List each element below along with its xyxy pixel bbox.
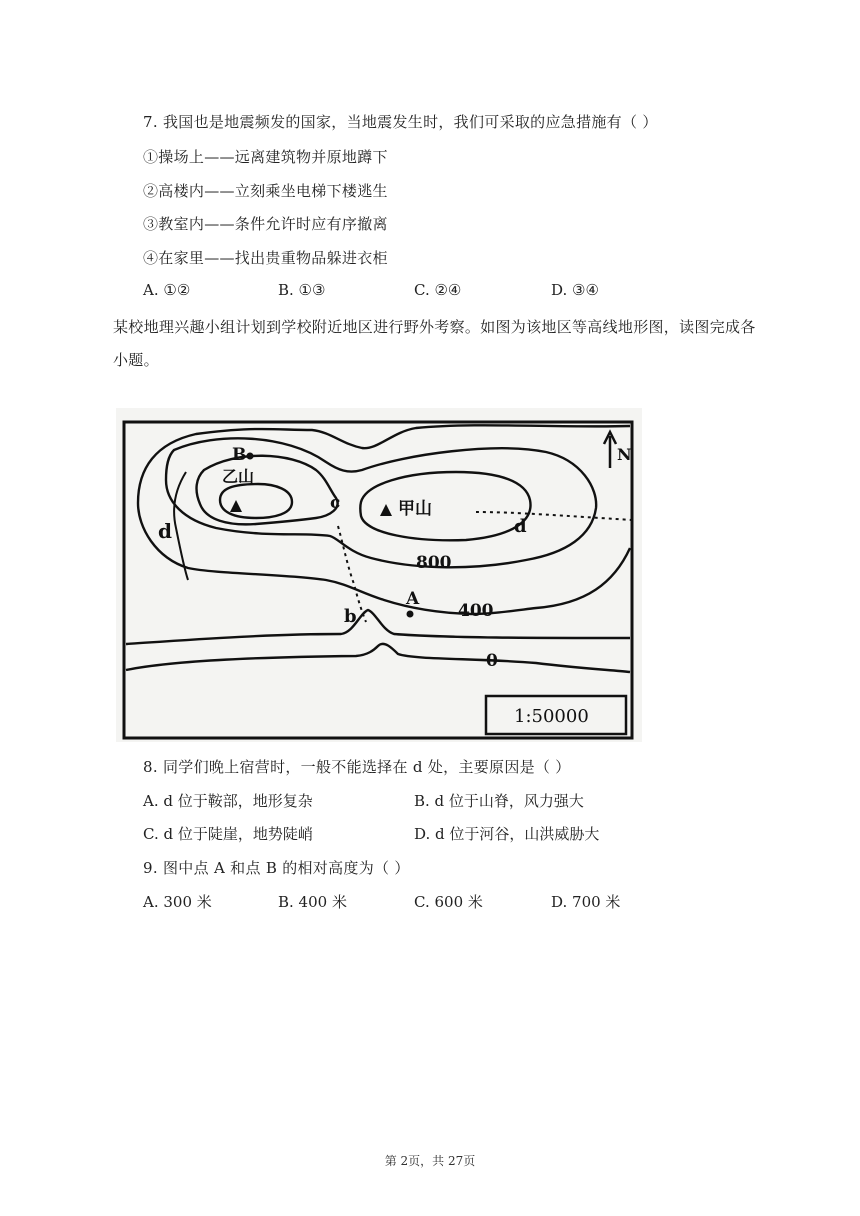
q7-option-d: D. ③④ [551,281,599,299]
label-d-right: d [514,516,527,537]
label-jiashan: 甲山 [398,499,432,519]
q7-option-a: A. ①② [143,281,191,299]
q8-option-a: A. d 位于鞍部，地形复杂 [143,792,313,810]
q7-item-4: ④在家里——找出贵重物品躲进衣柜 [143,249,388,267]
intro-line-2: 小题。 [113,351,159,369]
label-a-point: A [406,589,420,609]
point-b-marker [247,453,254,460]
page-footer: 第 2页，共 27页 [384,1154,476,1168]
q9-option-a: A. 300 米 [143,893,212,911]
q9-option-d: D. 700 米 [551,893,621,911]
label-contour-0: 0 [486,651,498,671]
q7-option-c: C. ②④ [414,281,462,299]
q7-item-3: ③教室内——条件允许时应有序撤离 [143,215,388,233]
label-contour-800: 800 [416,553,452,573]
label-yishan: 乙山 [222,467,255,486]
label-b-point: B [232,445,247,465]
q9-stem: 9. 图中点 A 和点 B 的相对高度为（ ） [143,859,410,877]
q9-option-b: B. 400 米 [278,893,347,911]
contour-map [116,408,642,742]
label-contour-400: 400 [458,601,494,621]
intro-line-1: 某校地理兴趣小组计划到学校附近地区进行野外考察。如图为该地区等高线地形图，读图完成各 [113,318,756,336]
q7-option-b: B. ①③ [278,281,326,299]
q8-option-c: C. d 位于陡崖，地势陡峭 [143,825,313,843]
label-d-left: d [158,519,172,543]
label-b-lower: b [344,606,357,627]
q8-stem: 8. 同学们晚上宿营时，一般不能选择在 d 处，主要原因是（ ） [143,758,571,776]
q7-item-1: ①操场上——远离建筑物并原地蹲下 [143,148,388,166]
q9-option-c: C. 600 米 [414,893,483,911]
label-scale: 1:50000 [514,706,589,727]
q8-option-b: B. d 位于山脊，风力强大 [414,792,584,810]
q7-item-2: ②高楼内——立刻乘坐电梯下楼逃生 [143,182,388,200]
label-c: c [330,493,341,513]
point-a-marker [407,611,414,618]
q7-stem: 7. 我国也是地震频发的国家，当地震发生时，我们可采取的应急措施有（ ） [143,113,658,131]
q8-option-d: D. d 位于河谷，山洪威胁大 [414,825,600,843]
label-north: N [617,445,632,464]
